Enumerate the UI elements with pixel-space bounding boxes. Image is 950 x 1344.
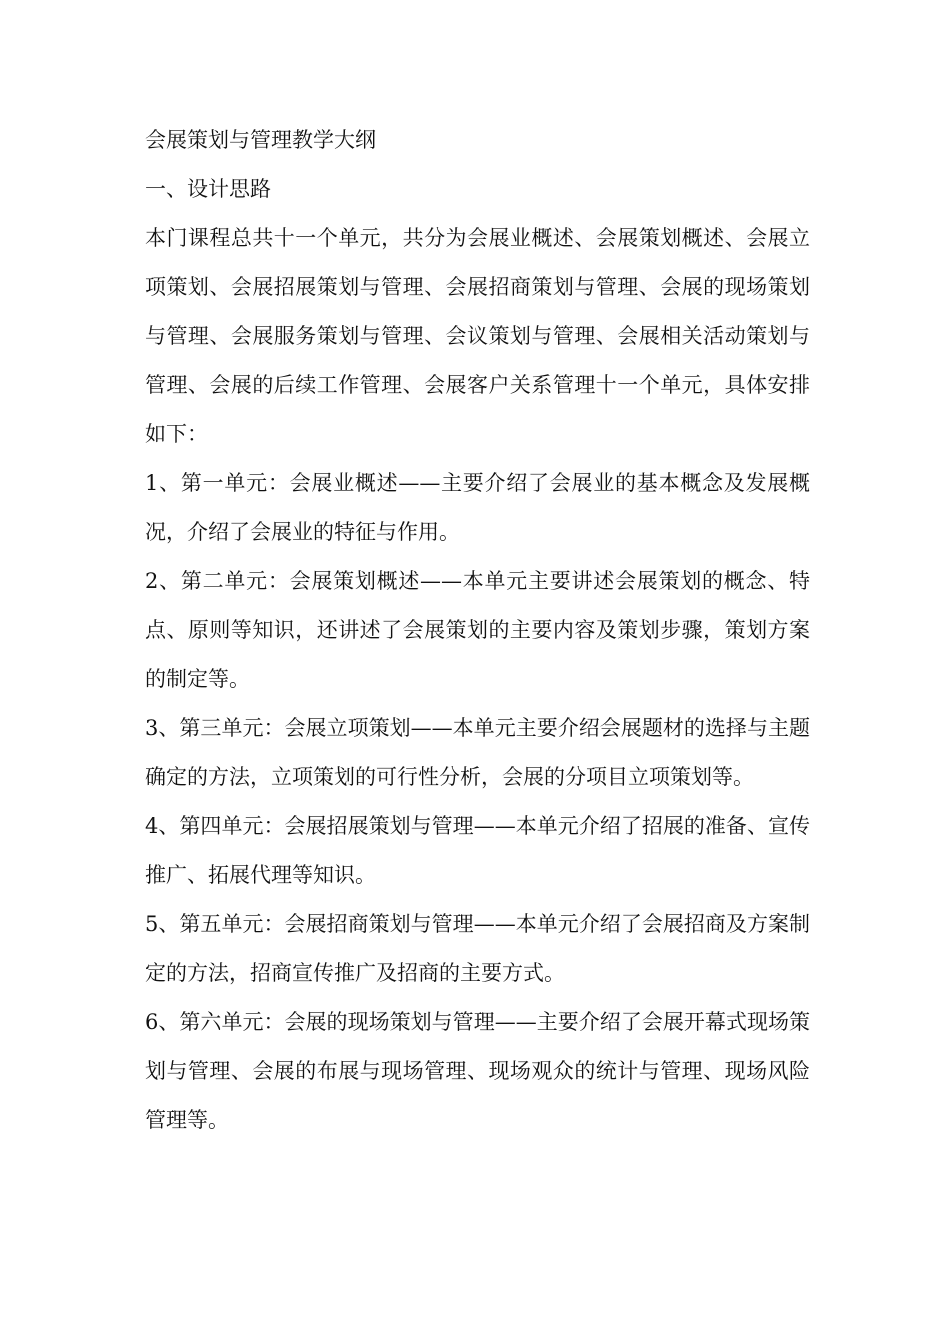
unit-paragraph-1: 1、第一单元：会展业概述——主要介绍了会展业的基本概念及发展概况，介绍了会展业的特征与作用。 xyxy=(145,471,810,544)
unit-paragraph-3: 3、第三单元：会展立项策划——本单元主要介绍会展题材的选择与主题确定的方法，立项策划的可行性分析，会展的分项目立项策划等。 xyxy=(145,716,810,789)
document-title: 会展策划与管理教学大纲 xyxy=(145,128,376,152)
section-heading: 一、设计思路 xyxy=(145,177,271,201)
unit-paragraph-5: 5、第五单元：会展招商策划与管理——本单元介绍了会展招商及方案制定的方法，招商宣传推广及招商的主要方式。 xyxy=(145,912,810,985)
document-body xyxy=(145,116,810,1145)
unit-paragraph-2: 2、第二单元：会展策划概述——本单元主要讲述会展策划的概念、特点、原则等知识，还讲述了会展策划的主要内容及策划步骤，策划方案的制定等。 xyxy=(145,569,810,691)
unit-paragraph-6: 6、第六单元：会展的现场策划与管理——主要介绍了会展开幕式现场策划与管理、会展的布展与现场管理、现场观众的统计与管理、现场风险管理等。 xyxy=(145,1010,810,1132)
unit-paragraph-4: 4、第四单元：会展招展策划与管理——本单元介绍了招展的准备、宣传推广、拓展代理等知识。 xyxy=(145,814,810,887)
intro-paragraph: 本门课程总共十一个单元，共分为会展业概述、会展策划概述、会展立项策划、会展招展策划与管理、会展招商策划与管理、会展的现场策划与管理、会展服务策划与管理、会议策划与管理、会展相关活动策划与管理、会展的后续工作管理、会展客户关系管理十一个单元，具体安排如下： xyxy=(145,226,810,446)
